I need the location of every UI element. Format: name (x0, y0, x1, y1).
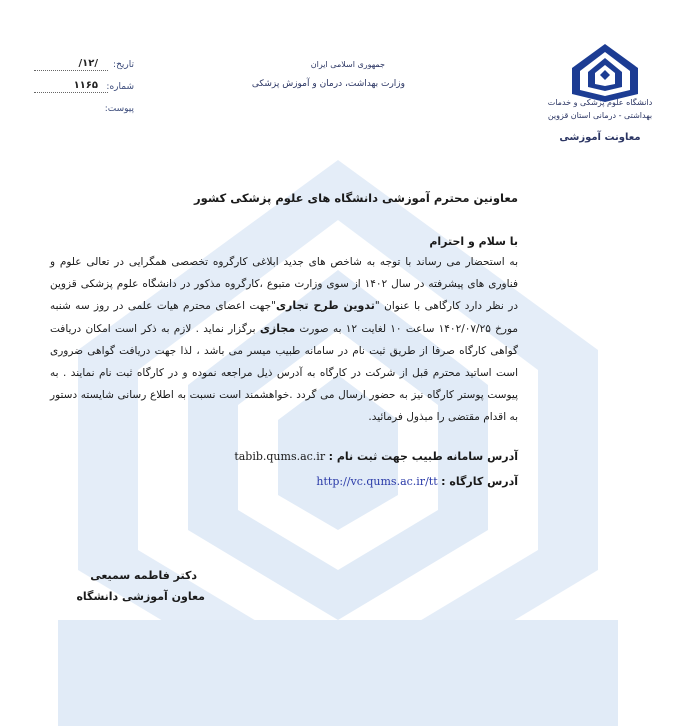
letterhead-center (240, 60, 405, 89)
department-name: معاونت آموزشی (559, 132, 641, 143)
body-part-1: به استحضار می رساند با توجه به شاخص های جدید ابلاغی کارگروه تخصصی همگرایی در تعالی علوم و فناوری های پیشرفته در سال ۱۴۰۲ از سوی وزارت متبوع ،کارگروه مذکور در دانشگاه علوم پزشکی قزوین در نظر دارد کارگاهی با عنوان " (50, 256, 519, 313)
republic-text: جمهوری اسلامی ایران (310, 60, 385, 69)
workshop-mode: مجازی (259, 321, 296, 335)
number-label: شماره: (106, 82, 134, 92)
salutation: با سلام و احترام (429, 235, 518, 248)
letter-body (50, 251, 518, 429)
university-name: دانشگاه علوم پزشکی و خدمات بهداشتی - درمانی استان قزوین (547, 98, 653, 120)
ministry-text: وزارت بهداشت، درمان و آموزش پزشکی (251, 79, 405, 89)
workshop-title: تدوین طرح تجاری (275, 299, 375, 313)
date-label: تاریخ: (113, 60, 134, 70)
attachment-label: پیوست: (104, 104, 134, 114)
registration-address-value: tabib.qums.ac.ir (234, 450, 326, 463)
number-row (34, 80, 134, 102)
body-part-3: برگزار نماید . لازم به ذکر است امکان دریافت گواهی کارگاه صرفا از طریق ثبت نام در سامانه طبیب میسر می باشد ، لذا جهت دریافت گواهی ضروری است اساتید محترم قبل از شرکت در کارگاه به آدرس ذیل مراجعه نموده و در کارگاه ثبت نام نمایند . به پیوست پوستر کارگاه نیز به حضور ارسال می گردد .خواهشمند است نسبت به اطلاع رسانی شایسته دستور به اقدام مقتضی را مبذول فرمائید. (50, 322, 518, 424)
workshop-address (316, 475, 518, 488)
date-value: /۱۲/ (78, 58, 98, 69)
university-logo-icon (560, 42, 650, 104)
number-value: ۱۱۶۵ (73, 80, 98, 91)
signatory-name: دکتر فاطمه سمیعی (90, 569, 197, 582)
registration-address-label: آدرس سامانه طبیب جهت ثبت نام : (328, 450, 518, 463)
signatory-title: معاون آموزشی دانشگاه (76, 590, 205, 603)
recipient-line: معاونین محترم آموزشی دانشگاه های علوم پزشکی کشور (194, 191, 518, 205)
attachment-row (34, 102, 134, 124)
letter-meta (34, 58, 134, 124)
workshop-address-label: آدرس کارگاه : (441, 475, 518, 488)
body-part-2: "جهت اعضای محترم هیات علمی در روز سه شنبه مورخ ۱۴۰۲/۰۷/۲۵ ساعت ۱۰ لغایت ۱۲ به صورت (50, 300, 519, 335)
workshop-address-link[interactable]: http://vc.qums.ac.ir/tt (316, 475, 438, 488)
date-row (34, 58, 134, 80)
registration-address (234, 450, 518, 463)
